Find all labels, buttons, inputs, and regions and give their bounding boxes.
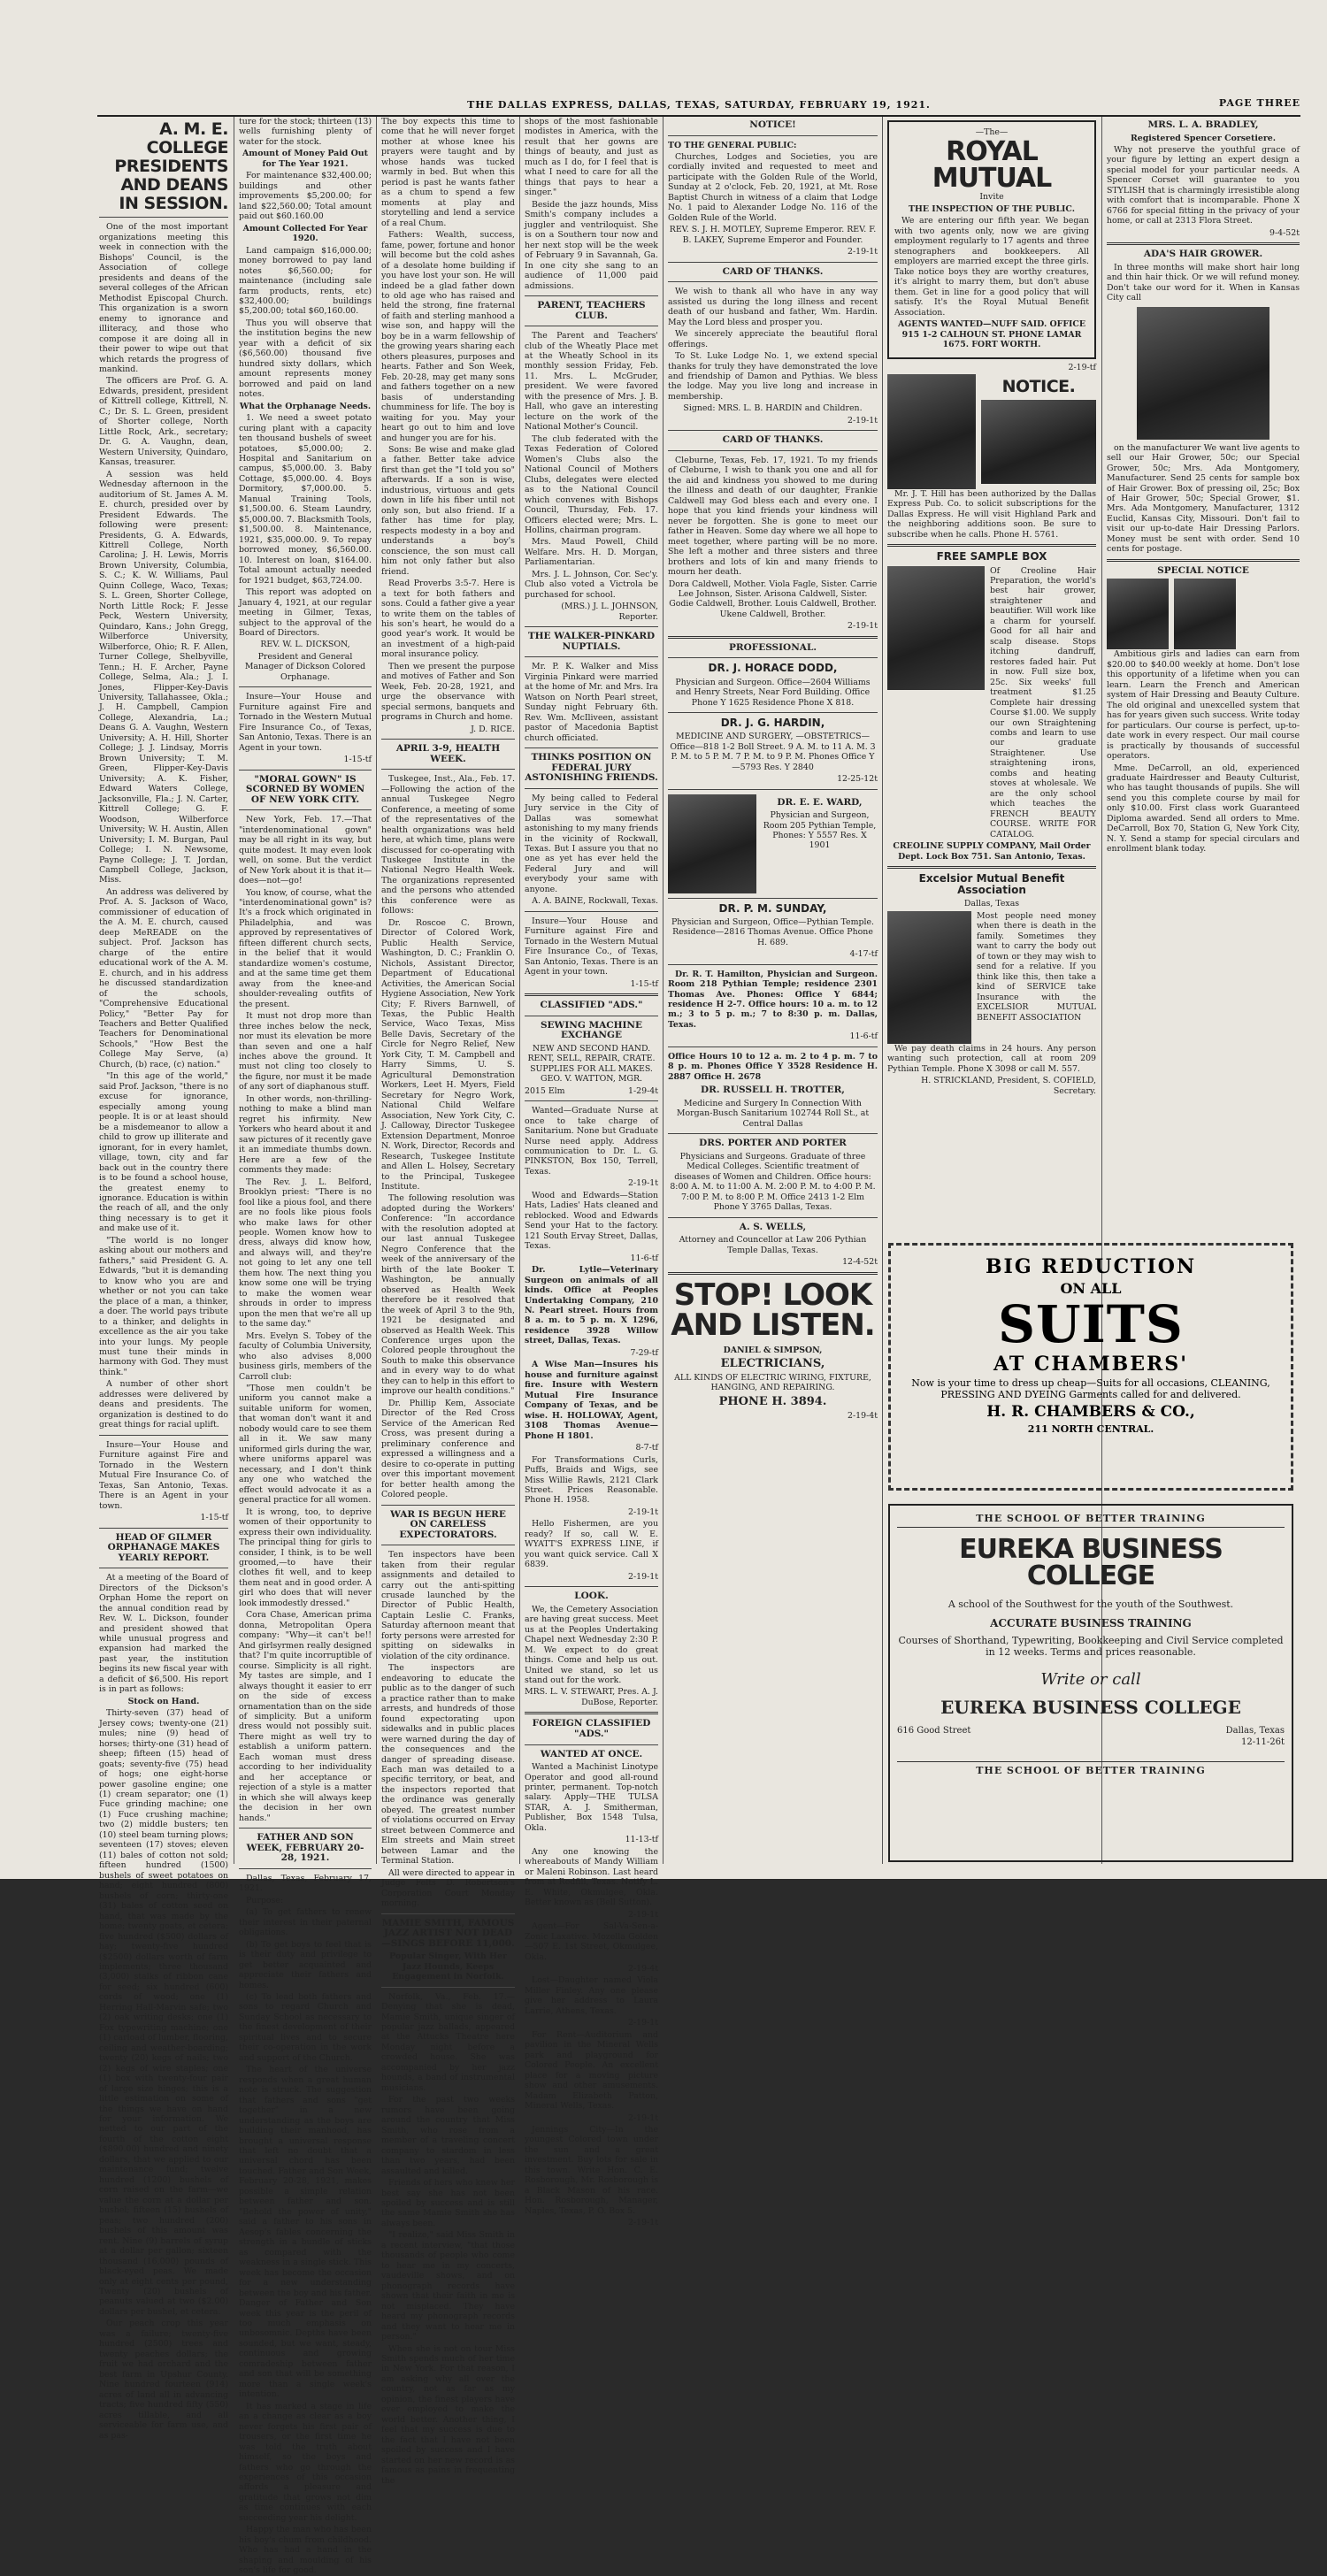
hearse-illustration	[887, 911, 971, 1044]
headline: PARENT, TEACHERS CLUB.	[537, 299, 646, 321]
woman-portrait	[887, 566, 985, 690]
headline: THINKS POSITION ON FEDERAL JURY ASTONISHING FRIENDS.	[525, 752, 658, 784]
headline: APRIL 3-9, HEALTH WEEK.	[395, 743, 501, 764]
paragraph: Purpose:	[246, 1895, 283, 1905]
signature: J. D. RICE.	[471, 724, 515, 734]
headline: PROFESSIONAL.	[728, 641, 817, 653]
doctor-details: Physician and Surgeon, Room 205 Pythian Temple, Phones: Y 5557 Res. X 1901	[763, 810, 877, 851]
paragraph: "The world is no longer asking about our mothers and fathers," said President G. A. Edwards, "but it is demanding to know who you are and whether or not you can take the place of a man, a thinker, a doer. The world pays tribute to a thinker, and delights in excellence as the air you take into your lungs. My people must tune their minds in harmony with God. They must think."	[99, 1235, 228, 1377]
paragraph: Tuskegee, Inst., Ala., Feb. 17.—Following the action of the annual Tuskegee Negro Conference, a meeting of some of the representatives of the health organizations was held here, at which time, plans were discussed for co-operating with Tuskegee Institute in the National Negro Health Week. The organizations represented and the persons who attended this conference were as follows:	[381, 774, 515, 916]
ad-text: on the manufacturer We want live agents to sell our Hair Grower, 50c; our Special Grower, 50c; Mrs. Ada Montgomery, Manufacturer. Send 25 cents for sample box of Hair Grower. Box of pressing oil, 25c; Box of Hair Grower, 50c; Special Grower, $1. Mrs. Ada Montgomery, Manufacturer, 1312 Euclid, Kansas City, Missouri. Don't fail to visit our up-to-date Hair Dressing Parlors. Money must be sent with order. Send 10 cents for postage.	[1107, 442, 1300, 555]
classified-ad: Agent—For Sal-Va-Sen-a-Zonic Laxative. Mozella Golden—507 E. 1st Street, Okmulgee, Okla.	[525, 1921, 658, 1962]
ad-title: ADA'S HAIR GROWER.	[1143, 249, 1263, 260]
paragraph: Fathers: Wealth, success, fame, power, fortune and honor will become but the cold ashes of a desolate home building if you have lost your son. He will indeed be a glad father down to old age who has raised and held the strong, fine fraternal of faith and sterling manhood a wise son, and happy will the boy be in a warm fellowship of the growing years sharing each others pleasures, purposes and hearts. Father and Son Week, Feb. 20-28, may get many sons and fathers together on a new basis of understanding chumminess for life. The boy is waiting for you. May your heart go out to him and love and hunger you are for his.	[381, 230, 515, 443]
classified-ad: For Rent—Auditorium and pavilion in the Mineral Wells park and playground for Colored People. An excellent place for a moving picture show and other amusements. Madam Elizabeth Patton, Mineral Wells, Texas.	[525, 2029, 658, 2112]
column-rule	[519, 117, 520, 1864]
paragraph: For maintenance $32,400.00; buildings and other improvements $5,200.00; for land $22,560.00; Total amount paid out $60.160.00	[239, 171, 372, 222]
column-1	[99, 117, 228, 2441]
column-rule	[376, 117, 377, 1864]
paragraph: Dr. Roscoe C. Brown, Director of Colored Work, Public Health Service, Washington, D. C.; Franklin O. Nichols, Assistant Director, Department of Educational Activities, the American Social Hygiene Association, New York City; F. Rivers Barnwell, of Texas, the Public Health Service, Waco Texas, Miss Belle Davis, Secretary of the Circle for Negro Relief, New York City, T. M. Campbell and Harry Simms, U. S. Agricultural Demonstration Workers, Leet H. Myers, Field Secretary for Negro Work, National Child Welfare Association, New York City, C. J. Calloway, Director Tuskegee Extension Department, Monroe N. Work, Director, Records and Research, Tuskegee Institute and Allen L. Holsey, Secretary to the Principal, Tuskegee Institute.	[381, 917, 515, 1192]
ad-title: MRS. L. A. BRADLEY,	[1147, 119, 1259, 130]
subheading: What the Orphanage Needs.	[239, 401, 372, 411]
paragraph: A number of other short addresses were delivered by deans and presidents. The organization is destined to do great things for racial uplift.	[99, 1379, 228, 1430]
paragraph: Dallas, Texas, February 17, 1921.	[239, 1873, 372, 1894]
ad-text: In three months will make short hair long and thin hair thick. Or we will refund money. Don't take our word for it. When in Kansas City call	[1107, 262, 1300, 303]
paragraph: It has marked a stage in life an a change as clear as a boy never forgets his first pair of trousers, or the first time he was told the truth about himself, so the boys and fathers who go through the experiences of this occasion affords a pleasure and gratitude that grows not dim as time continues with each succeeding year his delight.	[239, 2401, 372, 2523]
paragraph: "In this age of the world," said Prof. Jackson, "there is no excuse for ignorance, especially among young people. It is or at least should be a misdemeanor to allow a child to grow up illiterate and ignorant, for in every hamlet, village, town, city and far back out in the country there is to be found a school house, the greatest enemy to ignorance. Education is within the reach of all, and the only thing necessary is to get it and make use of it.	[99, 1071, 228, 1234]
attorney-details: Attorney and Councellor at Law 206 Pythian Temple Dallas, Texas.	[679, 1235, 867, 1255]
paragraph: (b) To get boys to feel that is is their duty and privilege to get better acquainted and appreciate their fathers and homes.	[239, 1939, 372, 1990]
paragraph: The following resolution was adopted during the Workers' Conference: "In accordance with the resolution adopted at our last annual Tuskegee Negro Conference that the week of the anniversary of the birth of the late Booker T. Washington, be annually observed as Health Week therefore be it resolved that the week of April 3 to the 9th, 1921 be designated and observed as Health Week. This Conference urges upon the Colored people throughout the South to make this observance and in every way to do what they can to help in this effort to improve our health conditions."	[381, 1193, 515, 1397]
classified-ad: A Wise Man—Insures his house and furniture against fire. Insure with Western Mutual Fire Insurance Company of Texas, and be wise. H. HOLLOWAY, Agent, 3108 Thomas Avenue—Phone H 1801.	[525, 1360, 658, 1441]
paragraph: Ten inspectors have been taken from their regular assignments and detailed to carry out the anti-spitting crusade launched by the Director of Public Health, Captain Leslie C. Franks, Saturday afternoon meant that forty persons were arrested for spitting on sidewalks in violation of the city ordinance.	[381, 1550, 515, 1661]
paragraph: At a meeting of the Board of Directors of the Dickson's Orphan Home the report on the annual condition read by Rev. W. L. Dickson, founder and president showed that while unusual progress and expansion had marked the past year, the institution begins its new fiscal year with a deficit of $6,500. His report is in part as follows:	[99, 1573, 228, 1695]
insurance-ad: Insure—Your House and Furniture against Fire and Tornado in the Western Mutual Fire Insurance Co., of Texas, San Antonio, Texas. There is an Agent in your town.	[239, 692, 372, 753]
classified-ad: Wanted—Graduate Nurse at once to take charge of Sanitarium. None but Graduate Nurse need apply. Address communication to Dr. L. G. PINKSTON, Box 150, Terrell, Texas.	[525, 1106, 658, 1177]
company-name: H. R. CHAMBERS & CO.,	[986, 1403, 1195, 1422]
insurance-ad: Insure—Your House and Furniture against Fire and Tornado in the Western Mutual Fire Insurance Co., of Texas, San Antonio, Texas. There is an Agent in your town.	[525, 916, 658, 978]
paragraph: When she is not on tour Miss Smith spends much of her time in New York. For that reason, I am asking why all over the country, not as far as my opinion, the finest players have ever employed to make the world better. Another thing, I feel that my success is due to the fact that I have not been spoiled by success and I have started on her new record is as famous as pains in frequenting the	[381, 2343, 515, 2486]
notice-salutation: TO THE GENERAL PUBLIC:	[668, 140, 797, 150]
doctor-name: DR. P. M. SUNDAY,	[718, 901, 827, 915]
doctor-portrait	[668, 794, 756, 893]
headline: FOREIGN CLASSIFIED "ADS."	[532, 1718, 651, 1739]
ad-text: We pay death claims in 24 hours. Any person wanting such protection, call at room 209 Pythian Temple. Phone X 3098 or call M. 557.	[887, 1043, 1096, 1074]
column-4: shops of the most fashionable modistes in America, with the result that her gowns are things of beauty, and just as much as I do, for I feel that is what I need to care for all the things that pays to hear a singer." Beside the jazz hounds, Miss Smith's company includes a juggler and ventriloquist. She is on a Southern tour now and her next stop will be the week of February 9 in Savannah, Ga. In one city she sang to an audience of 11,000 paid admissions. PARENT, TEACHERS CLUB. The Parent and Teachers' club of the Wheatly Place met at the Wheatly School in its monthly session Friday, Feb. 11. Mrs. L. McGruder, president. We were favored with the presence of Mrs. J. B. Hall, who gave an interesting lecture on the work of the National Mother's Council. The club federated with the Texas Federation of Colored Women's Clubs also the National Council of Mothers Clubs, delegates were elected as to the National Council which convenes with Bishops Council, Thursday, Feb. 17. Officers elected were; Mrs. L. Hollins, chairman program. Mrs. Maud Powell, Child Welfare. Mrs. H. D. Morgan, Parliamentarian. Mrs. J. L. Johnson, Cor. Sec'y. Club also voted a Victrola be purchased for school. (MRS.) J. L. JOHNSON, Reporter. THE WALKER-PINKARD NUPTIALS. Mr. P. K. Walker and Miss Virginia Pinkard were married at the home of Mr. and Mrs. Ira Watson on North Pearl street, Sunday night February 6th. Rev. Wm. McIliveen, assistant pastor of Macedonia Baptist church officiated. THINKS POSITION ON FEDERAL JURY ASTONISHING FRIENDS. My being called to Federal Jury service in the City of Dallas was somewhat astonishing to my many friends in the vicinity of Rockwall, Texas. But I assure you that no one as yet has ever held the Federal Jury and will everybody your same with anyone. A. A. BAINE, Rockwall, Texas. Insure—Your House and Furniture against Fire and Tornado in the Western Mutual Fire Insurance Co., of Texas, San Antonio, Texas. There is an Agent in your town. 1-15-tf CLASSIFIED "ADS." SEWING MACHINE EXCHANGE NEW AND SECOND HAND. RENT, SELL, REPAIR, CRATE. SUPPLIES FOR ALL MAKES. GEO. V. WATTON, MGR. 2015 Elm 1-29-4t Wanted—Graduate Nurse at once to take charge of Sanitarium. None but Graduate Nurse need apply. Address communication to Dr. L. G. PINKSTON, Box 150, Terrell, Texas. 2-19-1t Wood and Edwards—Station Hats, Ladies' Hats cleaned and reblocked. Wood and Edwards Send your Hat to the factory. 121 South Ervay Street, Dallas, Texas. 11-6-tf Dr. Lytle—Veterinary Surgeon on animals of all kinds. Office at Peoples Undertaking Company, 210 N. Pearl street. Hours from 8 a. m. to 5 p. m. X 1296, residence 3928 Willow street, Dallas, Texas. 7-29-tf A Wise Man—Insures his house and furniture against fire. Insure with Western Mutual Fire Insurance Company of Texas, and be wise. H. HOLLOWAY, Agent, 3108 Thomas Avenue—Phone H 1801. 8-7-tf For Transformations Curls, Puffs, Braids and Wigs, see Miss Willie Rawls, 2121 Clark Street. Prices Reasonable. Phone H. 1958. 2-19-1t Hello Fishermen, are you ready? If so, call W. E. WYATT'S EXPRESS LINE, if you want quick service. Call X 6839. 2-19-1t LOOK. We, the Cemetery Association are having great success. Meet us at the Peoples Undertaking Chapel next Wednesday 2:30 P. M. We expect to do great things. Come and help us out. United we stand, so let us stand out for the work. MRS. L. V. STEWART, Pres. A. J. DuBose, Reporter. FOREIGN CLASSIFIED "ADS." WANTED AT ONCE. Wanted a Machinist Linotype Operator and good all-round printer, permanent. Top-notch salary. Apply—THE TULSA STAR, A. J. Smitherman, Publisher, Box 1548 Tulsa, Okla. 11-13-tf Any one knowing the whereabouts of Mandy William or Maleni Robinson. Last heard from at Redfill, Texas. Notify L. E. White, Okmulgee, Okla. Better known as (Bell Sutton). 2-19-1t Agent—For Sal-Va-Sen-a-Zonic Laxative. Mozella Golden—507 E. 1st Street, Okmulgee, Okla. 2-19-4t Lost—Daughter named Viola Miller Finley. Any one please give her address to Laura Larrie, Athens, Texas. 2-19-1t For Rent—Auditorium and pavilion in the Mineral Wells park and playground for Colored People. An excellent place for a moving picture show and other amusements. Madam Elizabeth Patton, Mineral Wells, Texas. 2-19-1t Jennings City—In the youngest Colored town under the sun and a great investment. Buy lots for sale in this town. Write Hon. C. E. Rosborough, Mr. Rosborough is a Black Mason of his race. Hon. Rosborough, Manager, Naples, Texas, P. O. Box 5. 2-19-1t	[525, 117, 659, 2228]
paragraph: We sincerely appreciate the beautiful floral offerings.	[668, 329, 878, 349]
ad-headline: SUITS	[998, 1294, 1184, 1355]
ad-text: Most people need money when there is death in the family. Sometimes they want to carry the body out of town or they may wish to send for a relative. If you think like this, then take a kind of SERVICE take Insurance with the EXCELSIOR MUTUAL BENEFIT ASSOCIATION	[977, 910, 1096, 1023]
column-3	[381, 117, 515, 2486]
college-address: 616 Good Street	[897, 1726, 971, 1736]
paragraph: To St. Luke Lodge No. 1, we extend special thanks for truly they have demonstrated the love and friendship of Damon and Pythias. We bless the lodge. May you live long and increase in membership.	[668, 351, 878, 402]
ad-title: SEWING MACHINE EXCHANGE	[540, 1019, 643, 1041]
paragraph: Thus you will observe that the institution begins the new year with a deficit of six ($6,560.00) thousand five hundred sixty dollars, which amount represents money borrowed and paid on land notes.	[239, 318, 372, 400]
paragraph: New York, Feb. 17.—That "interdenominational gown" may be all right in its way, but quite modest. It may even look well, on some. But the verdict of New York about it is that it—does—not—go!	[239, 815, 372, 886]
paragraph: Mrs. Maud Powell, Child Welfare. Mrs. H. D. Morgan, Parliamentarian.	[525, 537, 658, 568]
paragraph: It must not drop more than three inches below the neck, nor must its elevation be more than seven and one a half inches above the ground. It must not cling too closely to the figure, nor must it be made of any sort of diaphanous stuff.	[239, 1011, 372, 1092]
paragraph: Mrs. J. L. Johnson, Cor. Sec'y. Club also voted a Victrola be purchased for school.	[525, 569, 658, 600]
paragraph: The club federated with the Texas Federation of Colored Women's Clubs also the National Council of Mothers Clubs, delegates were elected as to the National Council which convenes with Bishops Council, Thursday, Feb. 17. Officers elected were; Mrs. L. Hollins, chairman program.	[525, 433, 658, 535]
signature-title: President and General Manager of Dickson Colored Orphanage.	[244, 651, 366, 682]
paragraph: Beside the jazz hounds, Miss Smith's company includes a juggler and ventriloquist. She is on a Southern tour now and her next stop will be the week of February 9 in Savannah, Ga. In one city she sang to an audience of 11,000 paid admissions.	[525, 199, 658, 291]
subheading: Popular Singer, With Her Jazz Hounds, Keeps Engagement in Norfolk.	[389, 1951, 507, 1982]
paragraph: Mr. P. K. Walker and Miss Virginia Pinkard were married at the home of Mr. and Mrs. Ira Watson on North Pearl street, Sunday night February 6th. Rev. Wm. McIliveen, assistant pastor of Macedonia Baptist church officiated.	[525, 662, 658, 743]
ad-title: Excelsior Mutual Benefit Association	[918, 872, 1065, 897]
column-7: MRS. L. A. BRADLEY, Registered Spencer Corsetiere. Why not preserve the youthful grace of your figure by letting an expert design a special model for your particular needs. A Spencer Corset will guarantee to you STYLISH that is charmingly irresistible along with comfort that is incomparable. Phone X 6766 for special fitting in the privacy of your home, or call at 2313 Flora Street. 9-4-52t ADA'S HAIR GROWER. In three months will make short hair long and thin hair thick. Or we will refund money. Don't take our word for it. When in Kansas City call on the manufacturer We want live agents to sell our Hair Grower, 50c; our Special Grower, 50c; Mrs. Ada Montgomery, Manufacturer. Send 25 cents for sample box of Hair Grower. Box of pressing oil, 25c; Box of Hair Grower, 50c; Special Grower, $1. Mrs. Ada Montgomery, Manufacturer, 1312 Euclid, Kansas City, Missouri. Don't fail to visit our up-to-date Hair Dressing Parlors. Money must be sent with order. Send 10 cents for postage. SPECIAL NOTICE Ambitious girls and ladies can earn from $20.00 to $40.00 weekly at home. Don't lose this opportunity of a lifetime when you can learn. Learn the French and American system of Hair Dressing and Beauty Culture. The old original and unexcelled system that has for years given such success. Write today for particulars. Our course is perfect, up-to-date work in every respect. Our mail course is practically by thousands of successful operators. Mme. DeCarroll, an old, experienced graduate Hairdresser and Beauty Culturist, who has taught thousands of pupils. She will send you this complete course by mail for only $10.00. First class work Guaranteed Diploma awarded. Send all orders to Mme. DeCarroll, Box 70, Station G, New York City, N. Y. Send a stamp for special circulars and enrollment blank today.	[1107, 119, 1300, 855]
classified-ad: We, the Cemetery Association are having great success. Meet us at the Peoples Undertaking Chapel next Wednesday 2:30 P. M. We expect to do great things. Come and help us out. United we stand, so let us stand out for the work.	[525, 1604, 658, 1686]
paragraph: (c) To lead both fathers and sons to regard Church and Sunday School as necessary to the finest development of their spiritual lives and to secure their co-operation in the work and support of the Church.	[239, 1991, 372, 2063]
headline: HEAD OF GILMER ORPHANAGE MAKES YEARLY REPORT.	[107, 1531, 220, 1563]
headline: CARD OF THANKS.	[722, 265, 824, 277]
signature: Signed: MRS. L. B. HARDIN and Children.	[683, 403, 863, 414]
ad-tag: 1-15-tf	[343, 755, 372, 765]
paragraph: Norfolk, Va., Feb. 17.—Denying that she is dead, Mamie Smith, unique singer of popular jazz ballads, appeared at the Attucks Theatre here Monday night before a crowded house. She was accompanied by her jazz hounds, a band of instrumental musicians.	[381, 1991, 515, 2093]
doctor-details: Physician and Surgeon, Office—Pythian Temple. Residence—2816 Thomas Avenue. Office Phone H. 689.	[671, 916, 875, 947]
company-services: ALL KINDS OF ELECTRIC WIRING, FIXTURE, HANGING, AND REPAIRING.	[674, 1372, 871, 1393]
ad-contact: AGENTS WANTED—NUFF SAID. OFFICE 915 1-2 CALHOUN ST. PHONE LAMAR 1675. FORT WORTH.	[898, 319, 1085, 350]
headline: FATHER AND SON WEEK, FEBRUARY 20-28, 1921.	[246, 1832, 364, 1864]
signature: Dora Caldwell, Mother. Viola Fagle, Sister. Carrie Lee Johnson, Sister. Arisona Caldwell, Sister. Godie Caldwell, Brother. Louis Caldwell, Brother. Ukene Caldwell, Brother.	[668, 579, 878, 619]
column-rule	[663, 117, 664, 1864]
paragraph: Our peach crop this year was a failure; twenty-five hundred (2500) trees and twenty peaches dollars; the fruit we had orchard and the best farm in Upshur County. Nine hundred fourteen (914) acres of land all in advancing tracts; five hundred fifty (550) acres tillable, and all serviceable for farm use, and as pas-	[99, 2319, 228, 2441]
ad-text: NEW AND SECOND HAND. RENT, SELL, REPAIR, CRATE. SUPPLIES FOR ALL MAKES. GEO. V. WATTON, MGR.	[527, 1043, 656, 1085]
paragraph: The boy expects this time to come that he will never forget mother at whose knee his prayers were taught and by whose hands was tucked warmly in bed. But when this period is past he wants father as a chum to spend a few moments at play and storytelling and lend a service of a real Chum.	[381, 117, 515, 228]
page-number: PAGE THREE	[1218, 97, 1300, 109]
ad-text: Why not preserve the youthful grace of your figure by letting an expert design a special model for your particular needs. A Spencer Corset will guarantee to you STYLISH that is charmingly irresistible along with comfort that is incomparable. Phone X 6766 for special fitting in the privacy of your home, or call at 2313 Flora Street.	[1107, 145, 1300, 226]
ad-title: EUREKA BUSINESS COLLEGE	[959, 1534, 1223, 1591]
doctor-details: Medicine and Surgery In Connection With Morgan-Busch Sanitarium 102744 Roll St., at Central Dallas	[676, 1098, 870, 1129]
paragraph: Happy the man who has been his boy's chum from childhood. Who has had a hand in the shaping and moulding of his son's life for good.	[239, 2525, 372, 2576]
doctor-details: Physicians and Surgeons. Graduate of three Medical Colleges. Scientific treatment of diseases of Women and Children. Office hours: 8:00 A. M. to 11:00 A. M. 2:00 P. M. to 4:00 P. M. 7:00 P. M. to 8:00 P. M. Office 2413 1-2 Elm Phone Y 3765 Dallas, Texas.	[670, 1151, 876, 1213]
column-2	[239, 117, 372, 2576]
paragraph: In other words, non-thrilling-nothing to make a blind man regret his infirmity. New Yorkers who heard about it and saw pictures of it recently gave it an immediate thumbs down. Here are a few of the comments they made:	[239, 1093, 372, 1176]
classified-ad: Any one knowing the whereabouts of Mandy William or Maleni Robinson. Last heard from at Redfill, Texas. Notify L. E. White, Okmulgee, Okla. Better known as (Bell Sutton).	[525, 1846, 658, 1908]
royal-mutual-ad: —The— ROYAL MUTUAL Invite THE INSPECTION OF THE PUBLIC. We are entering our fifth year. We began with two agents only, now we are giving employment regularly to 17 agents and three stenographers and bookkeepers. All employers are married except the three girls. Take notice boys they are worthy creatures, it's alright to marry them, but don't abuse them. Get in line for a good policy that will satisfy. It's the Royal Mutual Benefit Association. AGENTS WANTED—NUFF SAID. OFFICE 915 1-2 CALHOUN ST. PHONE LAMAR 1675. FORT WORTH.	[887, 120, 1096, 359]
subheading: Amount of Money Paid Out for The Year 1921.	[242, 149, 368, 169]
woman-portrait	[1174, 579, 1236, 649]
headline: MAMIE SMITH, FAMOUS JAZZ ARTIST NOT DEAD—SINGS BEFORE 11,000.	[381, 1917, 515, 1949]
paragraph: "Those men couldn't be uniform you cannot make a suitable uniform for women, that woman don't want it and nobody would care to see them all in it. We saw many uniformed girls during the war, where uniforms apparel was necessary, and I don't think any one who watched the effect would advocate it as a general practice for all women.	[239, 1384, 372, 1506]
ad-address: 2015 Elm 1-29-4t	[525, 1085, 658, 1096]
paragraph: The Rev. J. L. Belford, Brooklyn priest: "There is no fool like a pious fool, and there are no fools like pious fools who make laws for other people. Women know how to dress, always did know how, and always will, and they're not going to let any one tell them how. The next thing you know some one will be trying to make the women wear shrouds in order to impress upon the men that we're all up to the same day."	[239, 1177, 372, 1330]
ad-text: Ambitious girls and ladies can earn from $20.00 to $40.00 weekly at home. Don't lose this opportunity of a lifetime when you can learn. Learn the French and American system of Hair Dressing and Beauty Culture. The old original and unexcelled system that has for years given such success. Write today for particulars. Our course is perfect, up-to-date work in every respect. Our mail course is practically by thousands of successful operators.	[1107, 649, 1300, 762]
paragraph: Sons: Be wise and make glad a father. Better take advice first than get the "I told you so" afterwards. If a son is wise, industrious, virtuous and gets down in life his fiber until not only son, but also friend. If a father has time for play, respects modesty in a boy and understands a boy's conscience, the son must call him not only father but also friend.	[381, 445, 515, 577]
doctor-details: Dr. R. T. Hamilton, Physician and Surgeon. Room 218 Pythian Temple; residence 2301 Thomas Ave. Phones: Office Y 6844; residence H 2-7. Office hours: 10 a. m. to 12 m.; 3 to 5 p. m.; 7 to 8:30 p. m. Dallas, Texas.	[668, 969, 878, 1030]
headline: A. M. E. COLLEGE PRESIDENTS AND DEANS IN SESSION.	[114, 119, 228, 213]
masthead	[97, 96, 1300, 117]
ad-contact: CREOLINE SUPPLY COMPANY, Mail Order Dept. Lock Box 751. San Antonio, Texas.	[893, 841, 1091, 862]
column-rule	[882, 117, 883, 1864]
office-hours: Office Hours 10 to 12 a. m. 2 to 4 p. m. 7 to 8 p. m. Phones Office Y 3528 Residence H. 2887 Office H. 2678	[668, 1051, 878, 1082]
portrait-photo	[981, 400, 1096, 484]
creoline-ad	[887, 566, 1096, 842]
classified-ad: Dr. Lytle—Veterinary Surgeon on animals of all kinds. Office at Peoples Undertaking Company, 210 N. Pearl street. Hours from 8 a. m. to 5 p. m. X 1296, residence 3928 Willow street, Dallas, Texas.	[525, 1265, 658, 1346]
ad-title: BIG REDUCTION	[985, 1255, 1197, 1278]
company-phone: PHONE H. 3894.	[718, 1394, 827, 1408]
ad-tag: 1-15-tf	[630, 978, 658, 989]
paragraph: A session was held Wednesday afternoon in the auditorium of St. James A. M. E. church, presided over by President Edwards. The following were present: Presidents, G. A. Edwards, Kittrell College, North Carolina; J. H. Lewis, Morris Brown University, Columbia, S. C.; K. W. Williams, Paul Quinn College, Waco, Texas; S. L. Green, Shorter College, North Little Rock; F. Jesse Peck, Western University, Quindaro, Kans.; John Gregg, Wilberforce University, Wilberforce, Ohio; R. F. Allen, Turner College, Shelbyville, Tenn.; H. F. Archer, Payne College, Selma, Ala.; J. I. Jones, Flipper-Key-Davis University, Tallahassee, Okla.; J. H. Campbell, Campion College, Alexandria, La.; Deans G. A. Vaughn, Western University; A. H. Hill, Shorter College; J. J. Lindsay, Morris Brown University; T. M. Green, Flipper-Key-Davis University; A. K. Fisher, Edward Waters College, Jacksonville, Fla.; J. N. Carter, Kittrell College; G. F. Woodson, Wilberforce University; W. H. Austin, Allen University; I. M. Burgan, Paul College; I. N. Newsome, Payne College; J. T. Jordan, Campbell College, Jackson, Miss.	[99, 469, 228, 886]
classified-ad: Jennings City—In the youngest Colored town under the sun and a great investment. Buy lots for sale in this town. Write Hon. C. E. Rosborough, Mr. Rosborough is a Black Mason of his race. Hon. Rosborough, Manager, Naples, Texas, P. O. Box 5.	[525, 2125, 658, 2216]
doctor-details: Physician and Surgeon. Office—2604 Williams and Henry Streets, Near Ford Building. Office Phone Y 1625 Residence Phone X 818.	[675, 677, 871, 708]
paragraph: Then we present the purpose and motives of Father and Son Week, Feb. 20-28, 1921, and urge the observance with special sermons, banquets and programs in Church and home.	[381, 661, 515, 723]
paragraph: Mr. J. T. Hill has been authorized by the Dallas Express Pub. Co. to solicit subscriptions for the Dallas Express. He will visit Highland Park and the neighboring additions soon. Be sure to subscribe when he calls. Phone H. 5761.	[887, 488, 1096, 540]
woman-portrait	[1107, 579, 1169, 649]
paragraph: Read Proverbs 3:5-7. Here is a text for both fathers and sons. Could a father give a year to write them on the tables of his son's heart, he would do a good year's work. It would be an investment of a high-paid moral insurance policy.	[381, 579, 515, 660]
excelsior-ad	[887, 911, 1096, 1044]
classified-ad: Wood and Edwards—Station Hats, Ladies' Hats cleaned and reblocked. Wood and Edwards Send your Hat to the factory. 121 South Ervay Street, Dallas, Texas.	[525, 1190, 658, 1252]
company-trade: ELECTRICIANS,	[720, 1357, 825, 1371]
ad-tag: 1-15-tf	[200, 1513, 228, 1523]
paragraph: The heart of the universe responds when a great human note is struck. The suggestion that fathers and sons "get together" in a new understanding as the boys are building their manhood, has brought a universal response that left no doubt that a universal chord has been touched. Father and Son Week, February 20-28, 1921, makes possible a simple relation between father and son. "Behold the power of unity," said a father to his sons in Aesop's fables concerning the strength in a bundle of sticks as compared with the weakness in a single stick. This week has become the occasion for a new understanding between the boy and his father. Danger of Father and Son week this year is the peril of too much emphasis on unbosomnic. Depths have been sounded, but we want, steady, continuous and growing comradeship between father and son that will be something more than a single week's intention.	[239, 2065, 372, 2400]
paragraph: All were directed to appear in Judge Felts D. Robertson's Corporation Court Monday morning.	[381, 1867, 515, 1909]
paragraph: Friends of hers who knew her best say she has not been spoiled by success and is still the same Mamie Smith she has always been.	[381, 2178, 515, 2228]
paragraph: The inspectors are endeavoring to educate the public as to the danger of such a practice rather than to make arrests, and hundreds of those found expectorating upon sidewalks and in public places were warned during the day of the consequences and the danger of spreading disease. Each man was detailed to a specific territory, or beat, and the inspectors reported that the ordinance was generally obeyed. The greatest number of violations occurred on Ervay street between Commerce and Elm streets and Main street between Lamar and the Terminal Station.	[381, 1663, 515, 1867]
headline: WANTED AT ONCE.	[540, 1748, 643, 1760]
column-6: —The— ROYAL MUTUAL Invite THE INSPECTION OF THE PUBLIC. We are entering our fifth year. We began with two agents only, now we are giving employment regularly to 17 agents and three stenographers and bookkeepers. All employers are married except the three girls. Take notice boys they are worthy creatures, it's alright to marry them, but don't abuse them. Get in line for a good policy that will satisfy. It's the Royal Mutual Benefit Association. AGENTS WANTED—NUFF SAID. OFFICE 915 1-2 CALHOUN ST. PHONE LAMAR 1675. FORT WORTH. 2-19-tf NOTICE. Mr. J. T. Hill has been authorized by the Dallas Express Pub. Co. to solicit subscriptions for the Dallas Express. He will visit Highland Park and the neighboring additions soon. Be sure to subscribe when he calls. Phone H. 5761. FREE SAMPLE BOX Of Creoline Hair Preparation, the world's best hair grower, straightener and beautifier. Will work like a charm for yourself. Good for all hair and scalp disease. Stops itching dandruff, restores faded hair. Put in now. Full size box, 25c. Six weeks' full treatment $1.25 Complete hair dressing Course $1.00. We supply our own Straightening combs and learn to use our graduate Straightener. Use straightening irons, combs and heating stoves at wholesale. We are the only school which teaches the FRENCH BEAUTY COURSE. WRITE FOR CATALOG. CREOLINE SUPPLY COMPANY, Mail Order Dept. Lock Box 751. San Antonio, Texas. Excelsior Mutual Benefit Association Dallas, Texas Most people need money when there is death in the family. Sometimes they want to carry the body out of town or they may wish to send for a relative. If you think like this, then take a kind of SERVICE take Insurance with the EXCELSIOR MUTUAL BENEFIT ASSOCIATION We pay death claims in 24 hours. Any person wanting such protection, call at room 209 Pythian Temple. Phone X 3098 or call M. 557. H. STRICKLAND, President, S. COFIELD, Secretary.	[887, 117, 1096, 1868]
paragraph: We wish to thank all who have in any way assisted us during the long illness and recent death of our husband and father, Wm. Hardin. May the Lord bless and prosper you.	[668, 287, 878, 327]
paragraph: Dr. Phillip Kem, Associate Director of the Red Cross Service of the American Red Cross, was present during a preliminary conference and expressed a willingness and a desire to co-operate in putting over this important movement for better health among the Colored people.	[381, 1398, 515, 1500]
paragraph: shops of the most fashionable modistes in America, with the result that her gowns are things of beauty, and just as much as I do, for I feel that is what I need to care for all the things that pays to hear a singer."	[525, 117, 658, 198]
paragraph: Cleburne, Texas, Feb. 17, 1921. To my friends of Cleburne, I wish to thank you one and all for the aid and kindness you showed to me during the illness and death of our daughter, Frankie Caldwell may God bless each and every one. I hope that you kind friends your kindness will never be forgotten. She is gone to meet our father in Heaven. Some day where we all hope to meet together, where parting will be no more. She left a mother and three sisters and three brothers and lots of kin and many friends to mourn her death.	[668, 455, 878, 578]
doctor-details: MEDICINE AND SURGERY, —OBSTETRICS— Office—818 1-2 Boll Street. 9 A. M. to 11 A. M. 3 P. M. to 5 P. M. 7 P. M. to 9 P. M. Phones Office Y—5793 Res. Y 2840	[670, 732, 876, 772]
ad-text: Mme. DeCarroll, an old, experienced graduate Hairdresser and Beauty Culturist, who has taught thousands of pupils. She will send you this complete course by mail for only $10.00. First class work Guaranteed Diploma awarded. Send all orders to Mme. DeCarroll, Box 70, Station G, New York City, N. Y. Send a stamp for special circulars and enrollment blank today.	[1107, 763, 1300, 855]
headline: "MORAL GOWN" IS SCORNED BY WOMEN OF NEW YORK CITY.	[245, 773, 365, 805]
headline: THE WALKER-PINKARD NUPTIALS.	[527, 631, 656, 652]
headline: WAR IS BEGUN HERE ON CARELESS EXPECTORATORS.	[390, 1508, 506, 1540]
attorney-name: A. S. WELLS,	[739, 1221, 807, 1232]
classified-ad: Wanted a Machinist Linotype Operator and good all-round printer, permanent. Top-notch salary. Apply—THE TULSA STAR, A. J. Smitherman, Publisher, Box 1548 Tulsa, Okla.	[525, 1762, 658, 1833]
paragraph: The Parent and Teachers' club of the Wheatly Place met at the Wheatly School in its monthly session Friday, Feb. 11. Mrs. L. McGruder, president. We were favored with the presence of Mrs. J. B. Hall, who gave an interesting lecture on the work of the National Mother's Council.	[525, 331, 658, 433]
doctor-name: DR. RUSSELL H. TROTTER,	[701, 1085, 845, 1096]
signature: A. A. BAINE, Rockwall, Texas.	[532, 896, 658, 907]
paragraph: "I realize," said Miss Smith in a recent interview, "that those thousands of people who come to hear me in my concerts, vaudeville shows, and on phonograph records have shown that their faith in me is not misplaced. They have heard my phonograph records and they want to hear me in person."	[381, 2230, 515, 2342]
woman-portrait	[1137, 307, 1269, 440]
classified-ad: For Transformations Curls, Puffs, Braids and Wigs, see Miss Willie Rawls, 2121 Clark Street. Prices Reasonable. Phone H. 1958.	[525, 1454, 658, 1506]
ad-title: EUREKA BUSINESS COLLEGE	[940, 1697, 1241, 1718]
notice-ad	[887, 374, 1096, 489]
headline: NOTICE!	[749, 119, 796, 130]
signature: REV. W. L. DICKSON,	[260, 640, 350, 650]
paragraph: It is wrong, too, to deprive women of their opportunity to express their own individuality. The principal thing for girls to consider, I think, is to be well groomed,—to have their clothes fit well, and to keep them neat and in good order. A girl who does that will never look immodestly dressed."	[239, 1506, 372, 1608]
paragraph: My being called to Federal Jury service in the City of Dallas was somewhat astonishing to my many friends in the vicinity of Rockwall, Texas. But I assure you that no one as yet has ever held the Federal Jury and will everybody your same with anyone.	[525, 793, 658, 894]
ad-title: FREE SAMPLE BOX	[936, 550, 1047, 564]
paragraph: Churches, Lodges and Societies, you are cordially invited and requested to meet and participate with the Golden Rule of the World, Sunday at 2 o'clock, Feb. 20, 1921, at Mt. Rose Baptist Church in witness of a claim that Lodge No. 1 paid to Alexander Lodge No. 116 of the Golden Rule of the World.	[668, 152, 878, 223]
paragraph: An address was delivered by Prof. A. S. Jackson of Waco, commissioner of education of the A. M. E. church, caused deep MeREADE on the subject. Prof. Jackson has charge of the entire educational work of the A. M. E. church, and in his address he discussed standardization of the schools, "Comprehensive Educational Policy," "Better Pay for Teachers and Better Qualified Teachers for Denominational Schools," "How Best the College May Serve, (a) Church, (b) race, (c) nation."	[99, 886, 228, 1070]
signature: H. STRICKLAND, President, S. COFIELD, Secretary.	[921, 1076, 1096, 1096]
insurance-ad: Insure—Your House and Furniture against Fire and Tornado in the Western Mutual Fire Insurance Co. of Texas, San Antonio, Texas. There is an Agent in your town.	[99, 1439, 228, 1511]
ad-preface: —The—	[975, 127, 1009, 137]
ad-text: Of Creoline Hair Preparation, the world's best hair grower, straightener and beautifier. Will work like a charm for yourself. Good for all hair and scalp disease. Stops itching dandruff, restores faded hair. Put in now. Full size box, 25c. Six weeks' full treatment $1.25 Complete hair dressing Course $1.00. We supply our own Straightening combs and learn to use our graduate Straightener. Use straightening irons, combs and heating stoves at wholesale. We are the only school which teaches the FRENCH BEAUTY COURSE. WRITE FOR CATALOG.	[990, 565, 1096, 840]
eureka-college-ad: THE SCHOOL OF BETTER TRAINING EUREKA BUSINESS COLLEGE A school of the Southwest for the youth of the Southwest. ACCURATE BUSINESS TRAINING Courses of Shorthand, Typewriting, Bookkeeping and Civil Service completed in 12 weeks. Terms and prices reasonable. Write or call EUREKA BUSINESS COLLEGE 616 Good Street Dallas, Texas 12-11-26t THE SCHOOL OF BETTER TRAINING	[888, 1504, 1293, 1862]
paragraph: For the past two weeks rumors have been going around the country that Miss Smith, who rose from a member of a traveling concert company to stardom in less than two years, had been assaulted and killed.	[381, 2095, 515, 2176]
paragraph: (a) To get fathers to renew their interest in their paternal obligations.	[239, 1907, 372, 1938]
ad-title: ROYAL MUTUAL	[932, 136, 1052, 195]
paragraph: Mrs. Evelyn S. Tobey of the faculty of Columbia University, who also advises 8,000 business girls, members of the Carroll club:	[239, 1330, 372, 1382]
chambers-suits-ad: BIG REDUCTION ON ALL SUITS AT CHAMBERS' Now is your time to dress up cheap—Suits for all occasions, CLEANING, PRESSING AND DYEING Garments called for and delivered. H. R. CHAMBERS & CO., 211 NORTH CENTRAL.	[888, 1243, 1293, 1491]
doctor-name: DR. E. E. WARD,	[777, 796, 863, 808]
doctor-name: DRS. PORTER AND PORTER	[699, 1138, 847, 1149]
subheading: Amount Collected For Year 1920.	[242, 223, 368, 244]
ward-ad	[668, 794, 878, 893]
paragraph: Land campaign $16,000.00; money borrowed to pay land notes $6,560.00; for maintenance (including sale farm products, rents, etc) $32,400.00; buildings $5,200.00; total $60,160.00.	[239, 245, 372, 317]
paragraph: Thirty-seven (37) head of Jersey cows; twenty-one (21) mules; nine (9) head of horses; thirty-one (31) head of sheep; fifteen (15) head of goats; seventy-five (75) head of hogs; one eight-horse power gasoline engine; one (1) cream separator; one (1) Fuce grinding machine; one (1) Fuce crushing machine; two (2) middle busters; ten (10) steel beam turning plows; seventeen (17) stoves; eleven (11) bales of cotton not sold; fifteen hundred (1500) bushels of sweet potatoes on hand; eight hundred (800) bushels of corn; thirty-one (31) bales of cotton seed on hand, that was made by the home; twenty goats, et cetera; five hundred ($500) dollars of hay; twenty-five hundred ($2500) dollars worth of farm implements; three thousand (3,000) stalks of ribbon cane for seed; six hundred (600) cords of wood; one (1) Herring Hall-Marvin safe; two (2) oak writing desks; one (1) Fox typewriting machine; one (1) carload of lumber, flooring, ceiling and weather-boarding; twenty (20) kegs of nails; two (2) kegs of wire staples; one (1) box with twenty-four pair of large size hinges; this is a little estimation on some of the things we have on hand for your information. We netted to our part of the fourth of the cotton eight ($890.00) hundred and ninety dollars, that we applied to our maintenance fund; twelve hundred (1200) bushels of corn raised on the farm—we value the corn at a dollar per bushel; fifteen (15) bushels of peas; two hundred (200) bushels of this amount was rent. Nine (9) barrels of syrup at a dollar per gallon; sixteen thousand (16,000) pounds of black-eyed peas. We made only at eight cents per pound, Twenty (20) bushels of peanuts valued at two ($2.00) dollars per bushel, et cetera.	[99, 1708, 228, 2317]
stop-look-listen-headline: STOP! LOOK AND LISTEN.	[671, 1276, 875, 1343]
paragraph: Cora Chase, American prima donna, Metropolitan Opera company: "Why—it can't be!! And girlsyrmen really designed that? I'm quite incorruptible of course. Simplicity is all right. My tastes are simple, and I always thought it easier to err on the side of excess ornamentation than on the side of simplicity. But a uniform dress would not possibly suit. There might as well try to establish a uniform pattern. Each woman must dress according to her individuality and her acceptance or rejection of a style is a matter in which she will always keep the decision in her own hands."	[239, 1610, 372, 1823]
ad-text: Now is your time to dress up cheap—Suits for all occasions, CLEANING, PRESSING AND DYEING Garments called for and delivered.	[911, 1377, 1270, 1401]
ad-text: We are entering our fifth year. We began with two agents only, now we are giving employment regularly to 17 agents and three stenographers and bookkeepers. All employers are married except the three girls. Take notice boys they are worthy creatures, it's alright to marry them, but don't abuse them. Get in line for a good policy that will satisfy. It's the Royal Mutual Benefit Association.	[894, 216, 1089, 318]
company-address: 211 NORTH CENTRAL.	[1027, 1423, 1154, 1436]
headline: CLASSIFIED "ADS."	[540, 1000, 643, 1011]
doctor-name: DR. J. HORACE DODD,	[708, 662, 838, 675]
classified-ad: Lost—Daughter named Viola Miller Finley. Any one please give her address to Laura Larrie, Athens, Texas.	[525, 1975, 658, 2016]
paragraph: You know, of course, what the "interdenominational gown" is? It's a frock which originated in Philadelphia, and was approved by representatives of fifteen different church sects, in the belief that it would standardize women's costume, and at the same time get them away from the knee-and shoulder-revealing outfits of the present.	[239, 887, 372, 1009]
masthead-title: THE DALLAS EXPRESS, DALLAS, TEXAS, SATURDAY, FEBRUARY 19, 1921.	[467, 99, 931, 111]
headline: CARD OF THANKS.	[722, 434, 824, 446]
portrait-photo	[887, 374, 976, 489]
signature: (MRS.) J. L. JOHNSON, Reporter.	[561, 602, 658, 622]
paragraph: This report was adopted on January 4, 1921, at our regular meeting in Gilmer, Texas, subject to the approval of the Board of Directors.	[239, 587, 372, 638]
paragraph: One of the most important organizations meeting this week in connection with the Bishops' Council, is the Association of college presidents and deans of the several colleges of the African Methodist Episcopal Church. This organization is a sworn enemy to ignorance and illiteracy, and those who compose it are doing all in their power to wipe out that which retards the progress of mankind.	[99, 222, 228, 375]
headline: NOTICE.	[1001, 376, 1076, 396]
company-name: DANIEL & SIMPSON,	[723, 1345, 823, 1355]
classified-ad: Hello Fishermen, are you ready? If so, call W. E. WYATT'S EXPRESS LINE, if you want quick service. Call X 6839.	[525, 1519, 658, 1570]
column-5: NOTICE! TO THE GENERAL PUBLIC: Churches, Lodges and Societies, you are cordially invited and requested to meet and participate with the Golden Rule of the World, Sunday at 2 o'clock, Feb. 20, 1921, at Mt. Rose Baptist Church in witness of a claim that Lodge No. 1 paid to Alexander Lodge No. 116 of the Golden Rule of the World. REV. S. J. H. MOTLEY, Supreme Emperor. REV. F. B. LAKEY, Supreme Emperor and Founder. 2-19-1t CARD OF THANKS. We wish to thank all who have in any way assisted us during the long illness and recent death of our husband and father, Wm. Hardin. May the Lord bless and prosper you. We sincerely appreciate the beautiful floral offerings. To St. Luke Lodge No. 1, we extend special thanks for truly they have demonstrated the love and friendship of Damon and Pythias. We bless the lodge. May you live long and increase in membership. Signed: MRS. L. B. HARDIN and Children. 2-19-1t CARD OF THANKS. Cleburne, Texas, Feb. 17, 1921. To my friends of Cleburne, I wish to thank you one and all for the aid and kindness you showed to me during the illness and death of our daughter, Frankie Caldwell may God bless each and every one. I hope that you kind friends your kindness will never be forgotten. She is gone to meet our father in Heaven. Some day where we all hope to meet together, where parting will be no more. She left a mother and three sisters and three brothers and lots of kin and many friends to mourn her death. Dora Caldwell, Mother. Viola Fagle, Sister. Carrie Lee Johnson, Sister. Arisona Caldwell, Sister. Godie Caldwell, Brother. Louis Caldwell, Brother. Ukene Caldwell, Brother. 2-19-1t PROFESSIONAL. DR. J. HORACE DODD, Physician and Surgeon. Office—2604 Williams and Henry Streets, Near Ford Building. Office Phone Y 1625 Residence Phone X 818. DR. J. G. HARDIN, MEDICINE AND SURGERY, —OBSTETRICS— Office—818 1-2 Boll Street. 9 A. M. to 11 A. M. 3 P. M. to 5 P. M. 7 P. M. to 9 P. M. Phones Office Y—5793 Res. Y 2840 12-25-12t DR. E. E. WARD, Physician and Surgeon, Room 205 Pythian Temple, Phones: Y 5557 Res. X 1901 DR. P. M. SUNDAY, Physician and Surgeon, Office—Pythian Temple. Residence—2816 Thomas Avenue. Office Phone H. 689. 4-17-tf Dr. R. T. Hamilton, Physician and Surgeon. Room 218 Pythian Temple; residence 2301 Thomas Ave. Phones: Office Y 6844; residence H 2-7. Office hours: 10 a. m. to 12 m.; 3 to 5 p. m.; 7 to 8:30 p. m. Dallas, Texas. 11-6-tf Office Hours 10 to 12 a. m. 2 to 4 p. m. 7 to 8 p. m. Phones Office Y 3528 Residence H. 2887 Office H. 2678 DR. RUSSELL H. TROTTER, Medicine and Surgery In Connection With Morgan-Busch Sanitarium 102744 Roll St., at Central Dallas DRS. PORTER AND PORTER Physicians and Surgeons. Graduate of three Medical Colleges. Scientific treatment of diseases of Women and Children. Office hours: 8:00 A. M. to 11:00 A. M. 2:00 P. M. to 4:00 P. M. 7:00 P. M. to 8:00 P. M. Office 2413 1-2 Elm Phone Y 3765 Dallas, Texas. A. S. WELLS, Attorney and Councellor at Law 206 Pythian Temple Dallas, Texas. 12-4-52t STOP! LOOK AND LISTEN. DANIEL & SIMPSON, ELECTRICIANS, ALL KINDS OF ELECTRIC WIRING, FIXTURE, HANGING, AND REPAIRING. PHONE H. 3894. 2-19-4t	[668, 119, 878, 1421]
paragraph: The officers are Prof. G. A. Edwards, president, president of Kittrell college, Kittrell, N. C.; Dr. S. L. Green, president of Shorter college, North Little Rock, Ark., secretary; Dr. G. A. Vaughn, dean, Western University, Quindaro, Kansas, treasurer.	[99, 376, 228, 468]
college-city: Dallas, Texas	[1225, 1726, 1285, 1736]
signature: REV. S. J. H. MOTLEY, Supreme Emperor. REV. F. B. LAKEY, Supreme Emperor and Founder.	[669, 225, 877, 245]
headline: LOOK.	[574, 1591, 609, 1602]
paragraph: ture for the stock; thirteen (13) wells furnishing plenty of water for the stock.	[239, 117, 372, 147]
paragraph: 1. We need a sweet potato curing plant with a capacity ten thousand bushels of sweet potatoes, $5,000.00; 2. Hospital and Sanitarium on campus, $5,000.00. 3. Baby Cottage, $5,000.00. 4. Boys Dormitory, $7,000.00. 5. Manual Training Tools, $1,500.00. 6. Steam Laundry, $5,000.00. 7. Blacksmith Tools, $1,500.00. 8. Maintenance, 1921, $35,000.00. 9. To repay borrowed money, $6,560.00. 10. Interest on loan, $164.00. Total amount actually needed for 1921 budget, $63,724.00.	[239, 413, 372, 586]
subheading: Stock on Hand.	[127, 1696, 200, 1706]
ad-title: SPECIAL NOTICE	[1157, 564, 1249, 576]
doctor-name: DR. J. G. HARDIN,	[720, 717, 825, 729]
